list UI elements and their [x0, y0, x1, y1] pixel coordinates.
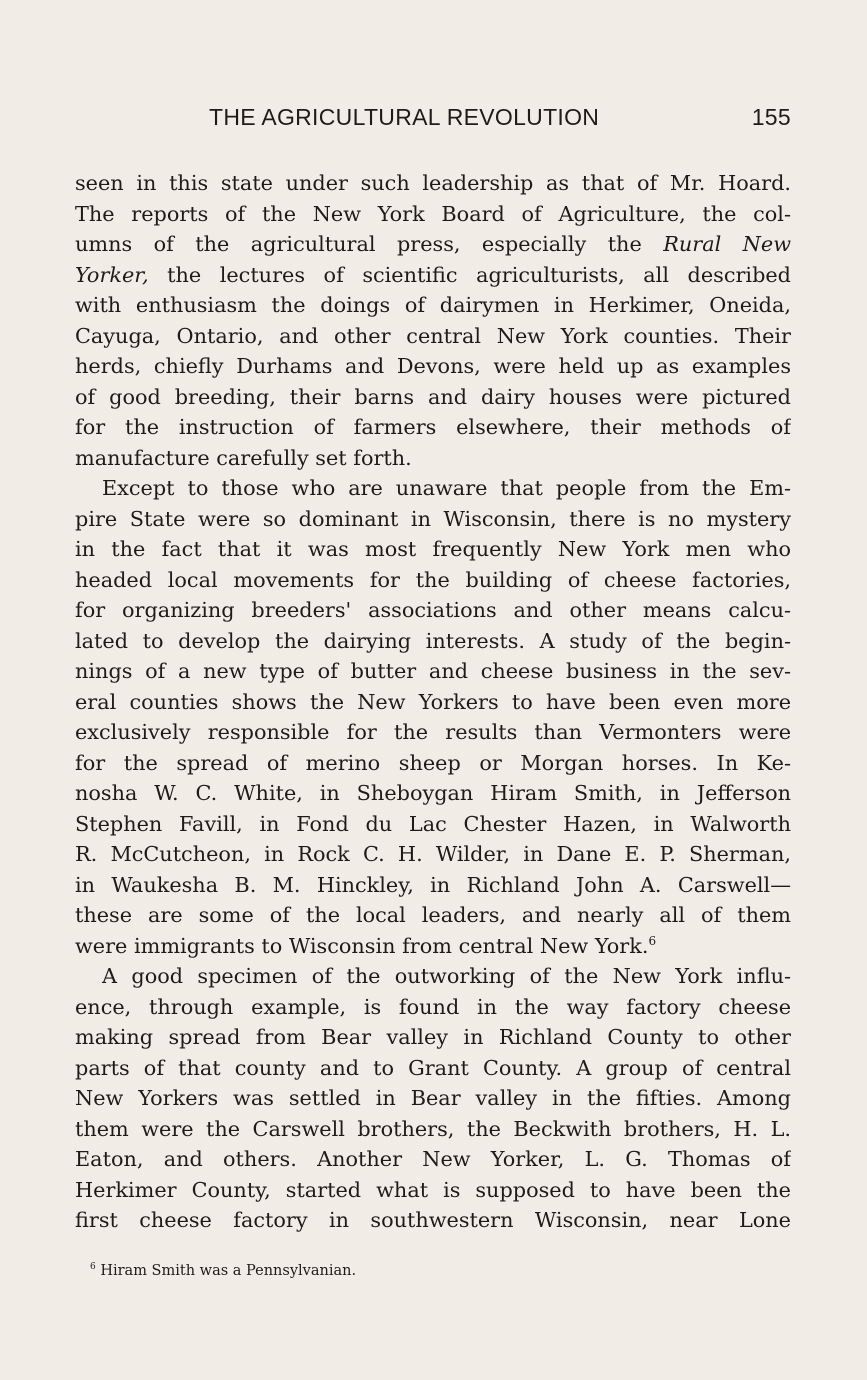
text-line: Herkimer County, started what is supposed to have been the — [75, 1177, 791, 1202]
text-line: exclusively responsible for the results than Vermonters were — [75, 720, 791, 744]
footnote-text: Hiram Smith was a Pennsylvanian. — [100, 1262, 357, 1279]
text-line: Stephen Favill, in Fond du Lac Chester Hazen, in Walworth — [75, 811, 791, 836]
text-line: New Yorkers was settled in Bear valley in the fifties. Among — [75, 1086, 791, 1110]
text-line: first cheese factory in southwestern Wisconsin, near Lone — [75, 1208, 791, 1232]
text-line: eral counties shows the New Yorkers to have been even more — [75, 689, 791, 714]
text-line: them were the Carswell brothers, the Beckwith brothers, H. L. — [75, 1116, 791, 1141]
text-line: headed local movements for the building of cheese factories, — [75, 567, 791, 592]
text-line: herds, chiefly Durhams and Devons, were held up as examples — [75, 354, 791, 378]
text-line: manufacture carefully set forth. — [75, 445, 412, 470]
footnote-reference: 6 — [648, 933, 657, 948]
text-line: for the instruction of farmers elsewhere, their methods of — [75, 415, 791, 439]
text-segment: umns of the agricultural press, especially the — [75, 232, 664, 256]
text-line: A good specimen of the outworking of the New York influ- — [102, 964, 791, 988]
text-line — [75, 229, 791, 260]
italic-title: Yorker, — [75, 262, 149, 287]
text-line: in Waukesha B. M. Hinckley, in Richland John A. Carswell— — [75, 872, 791, 897]
text-line: lated to develop the dairying interests. A study of the begin- — [75, 628, 791, 653]
text-line: Cayuga, Ontario, and other central New York counties. Their — [75, 323, 791, 348]
text-line: of good breeding, their barns and dairy houses were pictured — [75, 384, 791, 409]
text-line: for organizing breeders' associations and other means calcu- — [75, 598, 791, 622]
text-line: with enthusiasm the doings of dairymen in Herkimer, Oneida, — [75, 293, 791, 317]
footnote — [90, 1262, 356, 1279]
text-line: in the fact that it was most frequently New York men who — [75, 537, 791, 561]
text-line: nings of a new type of butter and cheese business in the sev- — [75, 659, 791, 683]
text-segment: the lectures of scientific agriculturists, all described — [148, 262, 791, 287]
text-line: making spread from Bear valley in Richland County to other — [75, 1025, 791, 1049]
text-line — [75, 931, 791, 962]
italic-title: Rural New — [663, 232, 791, 256]
text-line: these are some of the local leaders, and nearly all of them — [75, 903, 791, 927]
text-line: Except to those who are unaware that people from the Em- — [102, 476, 791, 500]
text-line: Eaton, and others. Another New Yorker, L. G. Thomas of — [75, 1147, 791, 1171]
running-head — [75, 104, 791, 136]
text-line: R. McCutcheon, in Rock C. H. Wilder, in Dane E. P. Sherman, — [75, 842, 791, 866]
text-segment: were immigrants to Wisconsin from central New York. — [75, 933, 649, 958]
text-line — [75, 260, 791, 291]
body-text — [75, 168, 791, 1236]
text-line: ence, through example, is found in the way factory cheese — [75, 994, 791, 1019]
text-line: parts of that county and to Grant County. A group of central — [75, 1055, 791, 1080]
text-line: seen in this state under such leadership as that of Mr. Hoard. — [75, 171, 791, 195]
footnote-mark: 6 — [90, 1262, 96, 1272]
running-title: THE AGRICULTURAL REVOLUTION — [209, 104, 600, 130]
page-number: 155 — [751, 104, 791, 130]
text-line: nosha W. C. White, in Sheboygan Hiram Smith, in Jefferson — [75, 781, 791, 805]
text-line: for the spread of merino sheep or Morgan horses. In Ke- — [75, 750, 791, 775]
text-line: The reports of the New York Board of Agriculture, the col- — [75, 201, 791, 226]
text-line: pire State were so dominant in Wisconsin, there is no mystery — [75, 506, 791, 531]
